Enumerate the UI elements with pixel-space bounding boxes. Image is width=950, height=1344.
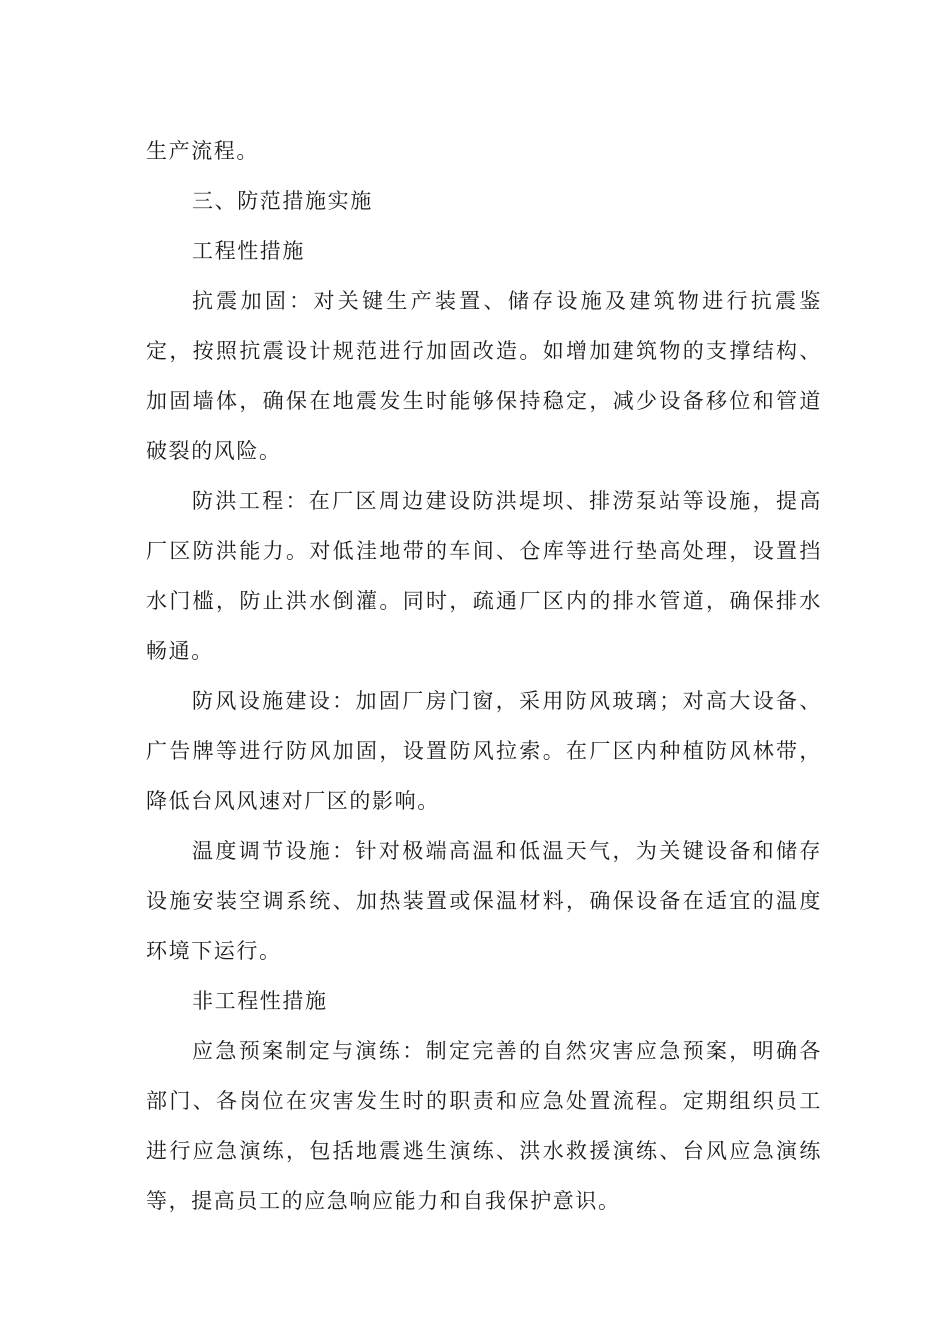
paragraph-temperature: 温度调节设施：针对极端高温和低温天气，为关键设备和储存设施安装空调系统、加热装置或保温材料，确保设备在适宜的温度环境下运行。 bbox=[146, 839, 822, 963]
paragraph-seismic: 抗震加固：对关键生产装置、储存设施及建筑物进行抗震鉴定，按照抗震设计规范进行加固改造。如增加建筑物的支撑结构、加固墙体，确保在地震发生时能够保持稳定，减少设备移位和管道破裂的风险。 bbox=[146, 289, 822, 463]
paragraph-flood: 防洪工程：在厂区周边建设防洪堤坝、排涝泵站等设施，提高厂区防洪能力。对低洼地带的车间、仓库等进行垫高处理，设置挡水门槛，防止洪水倒灌。同时，疏通厂区内的排水管道，确保排水畅通。 bbox=[146, 489, 822, 663]
paragraph-emergency-plan: 应急预案制定与演练：制定完善的自然灾害应急预案，明确各部门、各岗位在灾害发生时的职责和应急处置流程。定期组织员工进行应急演练，包括地震逃生演练、洪水救援演练、台风应急演练等，提高员工的应急响应能力和自我保护意识。 bbox=[146, 1039, 822, 1213]
paragraph-wind: 防风设施建设：加固厂房门窗，采用防风玻璃；对高大设备、广告牌等进行防风加固，设置防风拉索。在厂区内种植防风林带，降低台风风速对厂区的影响。 bbox=[146, 689, 822, 813]
subsection-heading-engineering: 工程性措施 bbox=[192, 239, 305, 263]
section-heading: 三、防范措施实施 bbox=[192, 189, 373, 213]
subsection-heading-non-engineering: 非工程性措施 bbox=[192, 989, 328, 1013]
paragraph-continuation: 生产流程。 bbox=[146, 139, 259, 163]
document-body bbox=[146, 126, 822, 1226]
